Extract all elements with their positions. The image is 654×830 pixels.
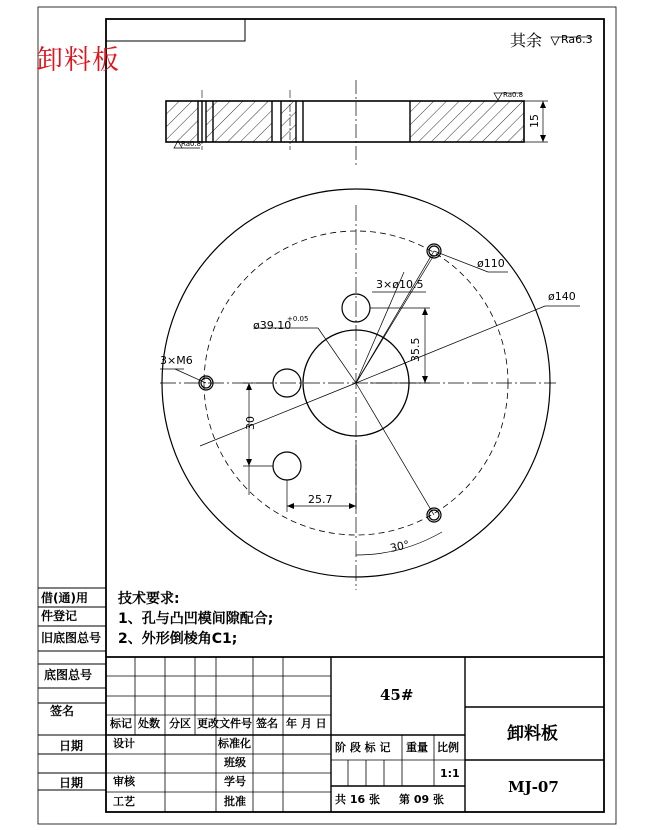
row-review: 审核 bbox=[113, 775, 135, 788]
surface-note bbox=[510, 33, 542, 49]
roughness-bottom-label: Ra0.8 bbox=[181, 140, 202, 148]
side-label-register: 件登记 bbox=[41, 609, 78, 623]
side-label-sign: 签名 bbox=[50, 704, 75, 718]
outer-frame bbox=[38, 7, 616, 824]
tech-item-1: 1、孔与凸凹模间隙配合; bbox=[118, 611, 274, 627]
dim-small-holes: 3×ø10.5 bbox=[376, 278, 424, 291]
top-left-box bbox=[106, 19, 245, 41]
roughness-symbol bbox=[551, 37, 559, 45]
row-design: 设计 bbox=[113, 737, 135, 750]
part-name: 卸料板 bbox=[507, 724, 558, 744]
material-label: 45# bbox=[380, 686, 414, 704]
sheets-total: 共 16 张 bbox=[335, 793, 380, 806]
stage-scale: 比例 bbox=[437, 741, 459, 754]
side-label-old-base: 旧底图总号 bbox=[41, 631, 102, 645]
header-col-change: 更改文件号 bbox=[197, 717, 252, 730]
dim-30: 30 bbox=[244, 416, 257, 430]
drawing-number: MJ-07 bbox=[508, 778, 559, 796]
section-view bbox=[166, 80, 548, 168]
sheet-number: 第 09 张 bbox=[399, 793, 444, 806]
tech-heading: 技术要求: bbox=[118, 591, 180, 607]
roughness-top-label: Ra0.8 bbox=[503, 91, 524, 99]
thickness-label: 15 bbox=[528, 114, 541, 128]
header-col-mark: 标记 bbox=[110, 717, 132, 730]
dim-bore: ø39.10 bbox=[253, 319, 292, 332]
header-col-date: 年 月 日 bbox=[286, 717, 327, 730]
dim-25-7: 25.7 bbox=[308, 493, 333, 506]
dim-outer-dia: ø140 bbox=[548, 290, 576, 303]
row-approve: 批准 bbox=[224, 795, 246, 808]
tech-item-2: 2、外形倒棱角C1; bbox=[118, 631, 238, 647]
side-label-date-2: 日期 bbox=[59, 776, 84, 790]
side-label-borrow: 借(通)用 bbox=[41, 591, 88, 605]
header-col-sign: 签名 bbox=[256, 717, 278, 730]
stage-weight: 重量 bbox=[406, 741, 428, 754]
scale-value: 1:1 bbox=[440, 767, 460, 780]
row-student-no: 学号 bbox=[224, 775, 246, 788]
plan-view bbox=[160, 189, 580, 590]
side-label-base: 底图总号 bbox=[44, 668, 93, 682]
surface-note-roughness: Ra6.3 bbox=[561, 33, 593, 46]
dim-bore-tolerance: +0.05 bbox=[287, 315, 309, 323]
dim-pcd: ø110 bbox=[477, 257, 505, 270]
row-process: 工艺 bbox=[113, 795, 135, 808]
header-col-count: 处数 bbox=[138, 717, 160, 730]
row-class: 班级 bbox=[224, 756, 246, 769]
row-standard: 标准化 bbox=[218, 737, 251, 750]
surface-note-label: 其余 bbox=[510, 31, 543, 50]
side-label-date-1: 日期 bbox=[59, 739, 84, 753]
dim-angle: 30° bbox=[388, 538, 411, 555]
header-col-zone: 分区 bbox=[169, 717, 191, 730]
dim-35-5: 35.5 bbox=[409, 337, 422, 362]
stage-mark: 阶 段 标 记 bbox=[335, 741, 391, 754]
drawing-title-red: 卸料板 bbox=[36, 45, 120, 76]
dim-threads: 3×M6 bbox=[160, 354, 193, 367]
